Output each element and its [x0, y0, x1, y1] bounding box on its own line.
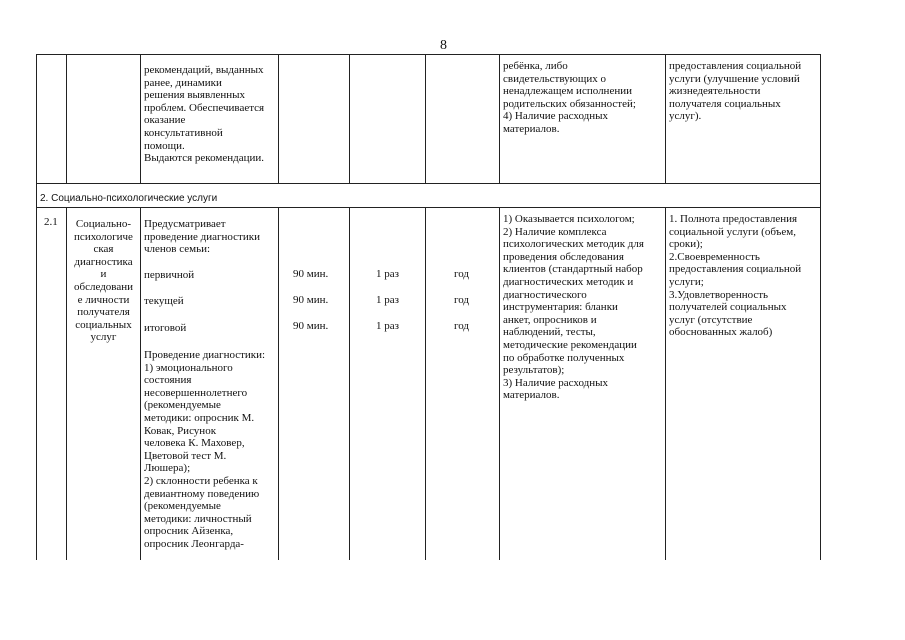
service-conditions: 1) Оказывается психологом; 2) Наличие комплекса психологических методик для проведения обследования клиентов (стандартный набор диагностических методик и диагностического инструментария: бланки анкет, опросников и наблюдений, тесты, методические рекомендации по обработке полученных результатов); 3) Наличие расходных материалов.	[503, 213, 644, 402]
stage-name: текущей	[144, 295, 184, 307]
table-top-border	[36, 54, 820, 55]
stage-frequency: 1 раз	[376, 268, 399, 280]
stage-duration: 90 мин.	[293, 320, 329, 332]
row-divider-section-bottom	[36, 207, 820, 208]
stage-period: год	[454, 294, 470, 306]
stage-period: год	[454, 320, 470, 332]
page-number: 8	[440, 38, 447, 53]
column-border	[820, 54, 821, 560]
service-diagnostics: Проведение диагностики: 1) эмоционального состояния несовершеннолетнего (рекомендуемые методики: опросник М. Ковак, Рисунок человека К. Маховер, Цветовой тест М. Люшера); 2) склонности ребенка к девиантному поведению (рекомендуемые методики: личностный опросник Айзенка, опросник Леонгарда-	[144, 349, 266, 550]
column-border	[140, 207, 141, 560]
column-border	[499, 207, 500, 560]
column-border	[499, 54, 500, 183]
column-border	[349, 54, 350, 183]
column-border	[425, 54, 426, 183]
column-border	[349, 207, 350, 560]
section-title: 2. Социально-психологические услуги	[40, 193, 218, 204]
column-border	[36, 54, 37, 560]
column-border	[66, 54, 67, 183]
row-divider-section-top	[36, 183, 820, 184]
column-border	[140, 54, 141, 183]
column-border	[665, 207, 666, 560]
stage-frequency: 1 раз	[376, 294, 399, 306]
column-border	[665, 54, 666, 183]
service-number: 2.1	[44, 216, 58, 228]
service-name: Социально- психологиче ская диагностика и обследовани е личности получателя социальных услуг	[73, 218, 133, 344]
column-border	[278, 54, 279, 183]
stage-name: первичной	[144, 269, 195, 281]
stage-duration: 90 мин.	[293, 268, 329, 280]
stage-duration: 90 мин.	[293, 294, 329, 306]
top-row-indicators: предоставления социальной услуги (улучшение условий жизнедеятельности получателя социальных услуг).	[669, 60, 802, 123]
service-indicators: 1. Полнота предоставления социальной услуги (объем, сроки); 2.Своевременность предоставления социальной услуги; 3.Удовлетворенность получателей социальных услуг (отсутствие обоснованных жалоб)	[669, 213, 802, 339]
top-row-conditions: ребёнка, либо свидетельствующих о ненадлежащем исполнении родительских обязанностей; 4) Наличие расходных материалов.	[503, 60, 636, 135]
column-border	[278, 207, 279, 560]
stage-frequency: 1 раз	[376, 320, 399, 332]
service-intro: Предусматривает проведение диагностики членов семьи:	[144, 218, 260, 256]
stage-name: итоговой	[144, 322, 187, 334]
column-border	[425, 207, 426, 560]
stage-period: год	[454, 268, 470, 280]
top-row-description: рекомендаций, выданных ранее, динамики решения выявленных проблем. Обеспечивается оказание консультативной помощи. Выдаются рекомендации.	[144, 64, 265, 165]
